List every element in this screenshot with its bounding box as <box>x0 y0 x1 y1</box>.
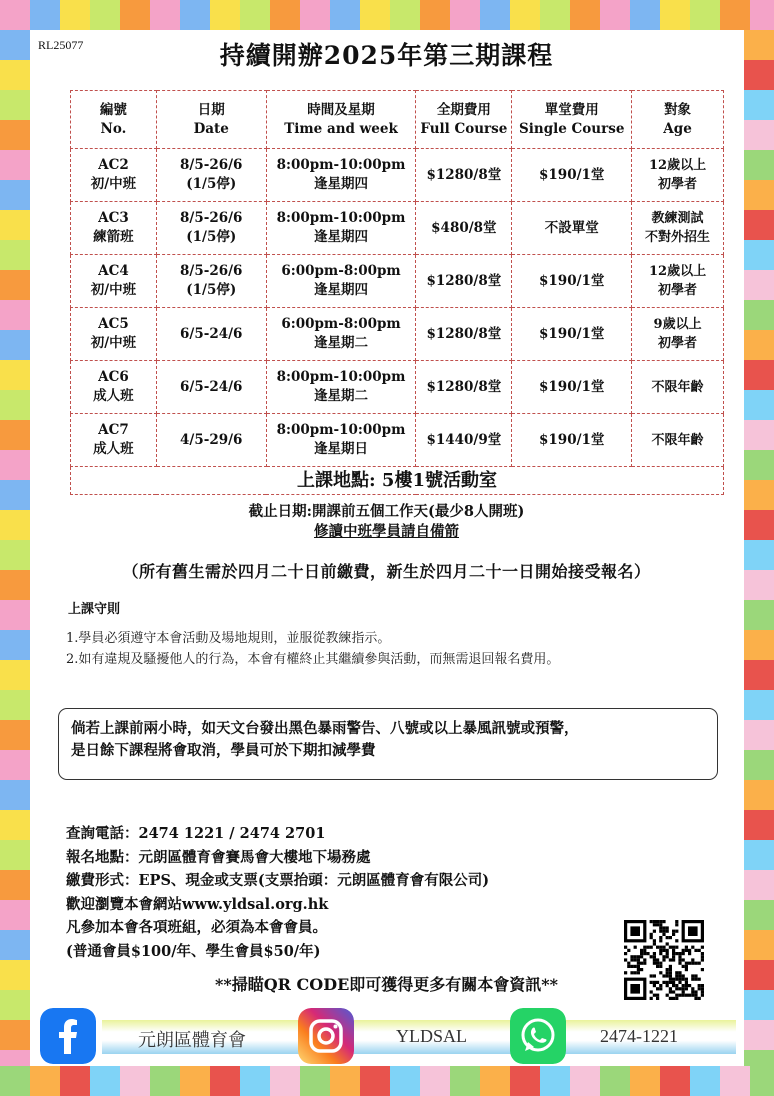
frame-tile <box>744 480 774 510</box>
frame-tile <box>0 1050 30 1066</box>
course-single-fee <box>512 361 632 414</box>
frame-tile <box>270 0 300 30</box>
frame-tile <box>630 1066 660 1096</box>
course-date <box>156 255 266 308</box>
header-time: 時間及星期 Time and week <box>266 91 416 149</box>
frame-tile <box>480 0 510 30</box>
course-time-time: 8:00pm-10:00pm <box>276 369 406 385</box>
frame-tile <box>0 300 30 330</box>
qr-caption: **掃瞄QR CODE即可獲得更多有關本會資訊** <box>214 975 559 994</box>
frame-tile <box>480 1066 510 1096</box>
frame-tile <box>744 1050 774 1066</box>
frame-tile <box>0 180 30 210</box>
frame-tile <box>744 960 774 990</box>
frame-tile <box>0 150 30 180</box>
course-date <box>156 149 266 202</box>
whatsapp-label: 2474-1221 <box>600 1026 678 1046</box>
course-code-code: AC5 <box>98 316 129 332</box>
frame-tile <box>0 450 30 480</box>
course-code-code: AC4 <box>98 263 129 279</box>
frame-tile <box>660 1066 690 1096</box>
course-age-age2: 初學者 <box>658 177 698 192</box>
table-row <box>71 149 724 202</box>
course-time-day: 逢星期二 <box>314 388 369 404</box>
course-full-fee-full: $1280/8堂 <box>426 325 502 342</box>
course-time-time: 8:00pm-10:00pm <box>276 422 406 438</box>
contact-website: 歡迎瀏覽本會網站www.yldsal.org.hk <box>66 895 329 913</box>
frame-tile <box>450 0 480 30</box>
course-date <box>156 202 266 255</box>
frame-tile <box>210 0 240 30</box>
frame-tile <box>0 60 30 90</box>
frame-tile <box>360 1066 390 1096</box>
frame-tile <box>90 1066 120 1096</box>
frame-tile <box>540 1066 570 1096</box>
frame-tile <box>330 1066 360 1096</box>
frame-tile <box>0 780 30 810</box>
frame-tile <box>240 0 270 30</box>
frame-tile <box>600 1066 630 1096</box>
course-code-code: AC2 <box>98 157 129 173</box>
course-single-fee <box>512 202 632 255</box>
frame-tile <box>744 720 774 750</box>
frame-tile <box>744 510 774 540</box>
course-date <box>156 361 266 414</box>
frame-tile <box>0 930 30 960</box>
frame-tile <box>744 870 774 900</box>
frame-tile <box>690 0 720 30</box>
frame-tile <box>660 0 690 30</box>
frame-tile <box>0 210 30 240</box>
frame-tile <box>0 690 30 720</box>
frame-tile <box>30 1066 60 1096</box>
frame-tile <box>90 0 120 30</box>
frame-tile <box>210 1066 240 1096</box>
frame-tile <box>0 420 30 450</box>
course-code-level: 練箭班 <box>93 229 134 245</box>
course-date-date1: 8/5-26/6 <box>180 157 243 173</box>
course-age-age2: 不對外招生 <box>645 230 711 245</box>
course-time-day: 逢星期日 <box>314 441 369 457</box>
frame-tile <box>744 750 774 780</box>
course-age <box>632 202 724 255</box>
course-age <box>632 255 724 308</box>
frame-tile <box>744 570 774 600</box>
course-date-date1: 8/5-26/6 <box>180 263 243 279</box>
course-code-code: AC7 <box>98 422 129 438</box>
course-single-fee-single: $190/1堂 <box>539 378 605 395</box>
course-code <box>71 361 157 414</box>
frame-tile <box>750 0 774 30</box>
frame-tile <box>240 1066 270 1096</box>
table-row <box>71 255 724 308</box>
course-age-age2: 初學者 <box>658 336 698 351</box>
frame-tile <box>0 570 30 600</box>
course-time <box>266 149 416 202</box>
frame-tile <box>0 360 30 390</box>
facebook-icon[interactable] <box>40 1008 96 1064</box>
course-age-age1: 9歲以上 <box>653 317 702 332</box>
course-single-fee-single: $190/1堂 <box>539 166 605 183</box>
course-full-fee-full: $1280/8堂 <box>426 272 502 289</box>
frame-tile <box>0 870 30 900</box>
course-full-fee <box>416 255 512 308</box>
course-full-fee <box>416 149 512 202</box>
course-full-fee <box>416 361 512 414</box>
frame-tile <box>0 1066 30 1096</box>
course-time-time: 6:00pm-8:00pm <box>281 263 401 279</box>
frame-tile <box>150 0 180 30</box>
contact-phone: 查詢電話：2474 1221 / 2474 2701 <box>66 825 326 842</box>
frame-tile <box>0 480 30 510</box>
course-time-time: 6:00pm-8:00pm <box>281 316 401 332</box>
course-age-age2: 初學者 <box>658 283 698 298</box>
frame-tile <box>300 0 330 30</box>
frame-tile <box>744 390 774 420</box>
course-date-date1: 6/5-24/6 <box>180 325 243 342</box>
frame-tile <box>390 1066 420 1096</box>
course-date-date1: 4/5-29/6 <box>180 431 243 448</box>
course-date-date2: (1/5停) <box>186 176 237 192</box>
instagram-label: YLDSAL <box>396 1026 467 1046</box>
course-time-day: 逢星期二 <box>314 335 369 351</box>
instagram-icon[interactable] <box>298 1008 354 1064</box>
deadline-text: 截止日期:開課前五個工作天(最少8人開班) <box>248 503 525 520</box>
frame-tile <box>744 840 774 870</box>
frame-tile <box>744 360 774 390</box>
course-schedule-table <box>70 90 724 495</box>
storm-line-1: 倘若上課前兩小時，如天文台發出黑色暴雨警告、八號或以上暴風訊號或預警， <box>71 720 579 737</box>
table-row <box>71 414 724 467</box>
frame-tile <box>360 0 390 30</box>
contact-membership: 凡參加本會各項班組，必須為本會會員。 <box>66 919 327 936</box>
frame-tile <box>744 630 774 660</box>
header-age: 對象 Age <box>632 91 724 149</box>
course-age <box>632 308 724 361</box>
venue-text: 上課地點: 5樓1號活動室 <box>71 467 724 495</box>
frame-tile <box>0 660 30 690</box>
frame-tile <box>744 270 774 300</box>
frame-tile <box>0 600 30 630</box>
rule-item: 2.如有違規及騷擾他人的行為，本會有權終止其繼續參與活動，而無需退回報名費用。 <box>66 652 560 667</box>
rule-item: 1.學員必須遵守本會活動及場地規則，並服從教練指示。 <box>66 631 391 646</box>
course-single-fee-single: $190/1堂 <box>539 272 605 289</box>
course-age <box>632 414 724 467</box>
table-row <box>71 361 724 414</box>
course-single-fee-single: 不設單堂 <box>544 219 599 236</box>
frame-tile <box>0 0 30 30</box>
frame-tile <box>744 180 774 210</box>
deadline-block <box>30 502 743 542</box>
course-age <box>632 361 724 414</box>
frame-tile <box>180 1066 210 1096</box>
frame-tile <box>0 540 30 570</box>
course-age-age1: 12歲以上 <box>649 158 707 173</box>
frame-tile <box>0 510 30 540</box>
page-title: 持續開辦2025年第三期課程 <box>219 41 554 70</box>
storm-line-2: 是日餘下課程將會取消，學員可於下期扣減學費 <box>71 742 376 759</box>
course-date-date2: (1/5停) <box>186 229 237 245</box>
course-time-time: 8:00pm-10:00pm <box>276 210 406 226</box>
rules-title: 上課守則 <box>68 602 121 617</box>
course-code <box>71 414 157 467</box>
frame-tile <box>510 1066 540 1096</box>
table-header-row <box>71 91 724 149</box>
frame-tile <box>0 750 30 780</box>
frame-tile <box>744 1020 774 1050</box>
frame-tile <box>450 1066 480 1096</box>
course-time <box>266 414 416 467</box>
frame-tile <box>0 120 30 150</box>
contact-payment: 繳費形式：EPS、現金或支票(支票抬頭：元朗區體育會有限公司) <box>66 872 490 889</box>
course-time-day: 逢星期四 <box>314 176 369 192</box>
frame-tile <box>720 1066 750 1096</box>
frame-tile <box>744 60 774 90</box>
frame-tile <box>180 0 210 30</box>
frame-tile <box>0 330 30 360</box>
course-date <box>156 414 266 467</box>
frame-tile <box>0 390 30 420</box>
course-code-level: 初/中班 <box>90 335 137 351</box>
frame-tile <box>720 0 750 30</box>
course-code <box>71 202 157 255</box>
course-time-day: 逢星期四 <box>314 282 369 298</box>
frame-tile <box>630 0 660 30</box>
course-time <box>266 202 416 255</box>
frame-tile <box>420 0 450 30</box>
frame-tile <box>0 990 30 1020</box>
frame-tile <box>570 0 600 30</box>
frame-tile <box>744 810 774 840</box>
frame-tile <box>744 900 774 930</box>
frame-tile <box>390 0 420 30</box>
course-code-level: 成人班 <box>93 441 134 457</box>
frame-tile <box>0 810 30 840</box>
rules-list <box>66 628 559 670</box>
contact-info <box>66 822 489 963</box>
frame-tile <box>0 720 30 750</box>
frame-tile <box>0 240 30 270</box>
storm-warning-box <box>58 708 718 780</box>
header-no: 編號 No. <box>71 91 157 149</box>
frame-tile <box>744 210 774 240</box>
course-age-age1: 教練測試 <box>651 211 704 226</box>
frame-tile <box>0 960 30 990</box>
frame-tile <box>0 90 30 120</box>
course-full-fee-full: $1280/8堂 <box>426 166 502 183</box>
course-age-age1: 12歲以上 <box>649 264 707 279</box>
course-code <box>71 149 157 202</box>
course-single-fee <box>512 308 632 361</box>
frame-tile <box>744 690 774 720</box>
frame-tile <box>750 1066 774 1096</box>
frame-tile <box>60 1066 90 1096</box>
frame-tile <box>744 30 774 60</box>
frame-tile <box>744 540 774 570</box>
header-date: 日期 Date <box>156 91 266 149</box>
course-single-fee <box>512 255 632 308</box>
facebook-label: 元朗區體育會 <box>138 1030 246 1050</box>
frame-tile <box>150 1066 180 1096</box>
frame-tile <box>540 0 570 30</box>
course-code-code: AC6 <box>98 369 129 385</box>
frame-tile <box>120 1066 150 1096</box>
equipment-note: 修讀中班學員請自備箭 <box>314 523 459 540</box>
frame-tile <box>0 30 30 60</box>
frame-tile <box>30 0 60 30</box>
course-full-fee <box>416 414 512 467</box>
course-single-fee-single: $190/1堂 <box>539 431 605 448</box>
frame-tile <box>300 1066 330 1096</box>
frame-tile <box>510 0 540 30</box>
venue-row <box>71 467 724 495</box>
frame-tile <box>330 0 360 30</box>
frame-tile <box>0 270 30 300</box>
frame-tile <box>744 990 774 1020</box>
course-code-level: 初/中班 <box>90 282 137 298</box>
course-code-level: 成人班 <box>93 388 134 404</box>
course-single-fee <box>512 149 632 202</box>
frame-tile <box>270 1066 300 1096</box>
course-full-fee <box>416 202 512 255</box>
course-single-fee <box>512 414 632 467</box>
header-full-course: 全期費用 Full Course <box>416 91 512 149</box>
course-full-fee <box>416 308 512 361</box>
frame-tile <box>744 150 774 180</box>
course-time <box>266 255 416 308</box>
table-row <box>71 202 724 255</box>
course-age-age1: 不限年齡 <box>651 432 704 448</box>
frame-tile <box>420 1066 450 1096</box>
course-full-fee-full: $480/8堂 <box>431 219 497 236</box>
frame-tile <box>744 330 774 360</box>
frame-tile <box>0 900 30 930</box>
course-age-age1: 不限年齡 <box>651 379 704 395</box>
course-code-code: AC3 <box>98 210 129 226</box>
frame-tile <box>744 930 774 960</box>
frame-tile <box>744 420 774 450</box>
course-date <box>156 308 266 361</box>
course-date-date2: (1/5停) <box>186 282 237 298</box>
frame-tile <box>120 0 150 30</box>
course-full-fee-full: $1440/9堂 <box>426 431 502 448</box>
course-single-fee-single: $190/1堂 <box>539 325 605 342</box>
contact-place: 報名地點：元朗區體育會賽馬會大樓地下場務處 <box>66 848 371 866</box>
registration-notice: （所有舊生需於四月二十日前繳費，新生於四月二十一日開始接受報名） <box>122 562 651 581</box>
frame-tile <box>744 450 774 480</box>
frame-tile <box>744 660 774 690</box>
frame-tile <box>570 1066 600 1096</box>
frame-tile <box>0 840 30 870</box>
frame-tile <box>744 120 774 150</box>
course-code <box>71 308 157 361</box>
course-full-fee-full: $1280/8堂 <box>426 378 502 395</box>
course-time <box>266 361 416 414</box>
course-code <box>71 255 157 308</box>
frame-tile <box>744 780 774 810</box>
frame-tile <box>744 600 774 630</box>
table-row <box>71 308 724 361</box>
frame-tile <box>0 1020 30 1050</box>
course-date-date1: 6/5-24/6 <box>180 378 243 395</box>
course-date-date1: 8/5-26/6 <box>180 210 243 226</box>
course-time-time: 8:00pm-10:00pm <box>276 157 406 173</box>
contact-fees: (普通會員$100/年、學生會員$50/年) <box>66 942 321 960</box>
flyer-sheet <box>30 30 743 1066</box>
course-code-level: 初/中班 <box>90 176 137 192</box>
frame-tile <box>0 630 30 660</box>
course-time-day: 逢星期四 <box>314 229 369 245</box>
course-time <box>266 308 416 361</box>
frame-tile <box>744 300 774 330</box>
document-code: RL25077 <box>38 38 84 52</box>
course-age <box>632 149 724 202</box>
whatsapp-icon[interactable] <box>510 1008 566 1064</box>
frame-tile <box>744 240 774 270</box>
frame-tile <box>60 0 90 30</box>
header-single-course: 單堂費用 Single Course <box>512 91 632 149</box>
frame-tile <box>600 0 630 30</box>
frame-tile <box>690 1066 720 1096</box>
frame-tile <box>744 90 774 120</box>
